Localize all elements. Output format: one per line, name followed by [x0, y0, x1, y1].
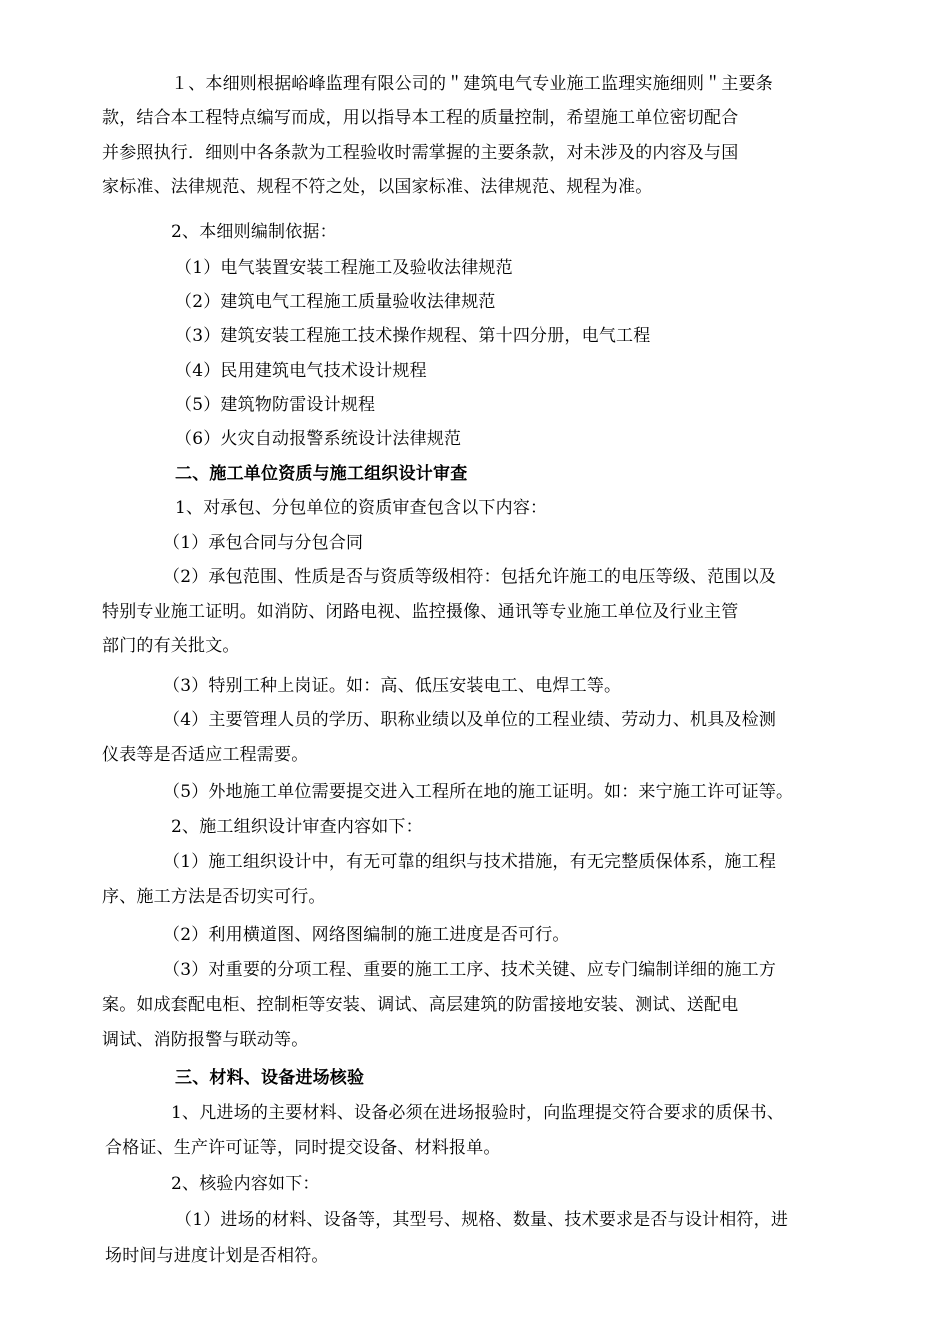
text-line: 1、凡进场的主要材料、设备必须在进场报验时，向监理提交符合要求的质保书、	[171, 1103, 785, 1123]
text-line: 并参照执行．细则中各条款为工程验收时需掌握的主要条款，对未涉及的内容及与国	[102, 143, 739, 163]
list-item: （1）进场的材料、设备等，其型号、规格、数量、技术要求是否与设计相符，进	[175, 1210, 789, 1230]
list-item: （2）建筑电气工程施工质量验收法律规范	[175, 292, 496, 312]
text-line: 家标准、法律规范、规程不符之处，以国家标准、法律规范、规程为准。	[102, 177, 653, 197]
section-heading: 二、施工单位资质与施工组织设计审查	[175, 464, 468, 484]
list-item: （6）火灾自动报警系统设计法律规范	[175, 429, 462, 449]
text-line: 1、对承包、分包单位的资质审查包含以下内容：	[175, 498, 548, 518]
list-item: （4）民用建筑电气技术设计规程	[175, 361, 427, 381]
text-line: 特别专业施工证明。如消防、闭路电视、监控摄像、通讯等专业施工单位及行业主管	[102, 602, 739, 622]
list-item: （1）承包合同与分包合同	[163, 533, 364, 553]
text-line: 仪表等是否适应工程需要。	[102, 745, 309, 765]
text-line: 2、本细则编制依据：	[171, 222, 337, 242]
list-item: （2）承包范围、性质是否与资质等级相符：包括允许施工的电压等级、范围以及	[163, 567, 777, 587]
list-item: （1）电气装置安装工程施工及验收法律规范	[175, 258, 513, 278]
list-item: （1）施工组织设计中，有无可靠的组织与技术措施，有无完整质保体系，施工程	[163, 852, 777, 872]
text-line: 款，结合本工程特点编写而成，用以指导本工程的质量控制，希望施工单位密切配合	[102, 108, 739, 128]
text-line: 序、施工方法是否切实可行。	[102, 887, 326, 907]
text-line: 调试、消防报警与联动等。	[102, 1030, 309, 1050]
text-line: 合格证、生产许可证等，同时提交设备、材料报单。	[105, 1138, 501, 1158]
list-item: （3）建筑安装工程施工技术操作规程、第十四分册，电气工程	[175, 326, 651, 346]
list-item: （5）建筑物防雷设计规程	[175, 395, 376, 415]
text-line: 案。如成套配电柜、控制柜等安装、调试、高层建筑的防雷接地安装、测试、送配电	[102, 995, 739, 1015]
list-item: （4）主要管理人员的学历、职称业绩以及单位的工程业绩、劳动力、机具及检测	[163, 710, 777, 730]
text-line: 部门的有关批文。	[102, 636, 240, 656]
text-line: 2、施工组织设计审查内容如下：	[171, 817, 423, 837]
section-heading: 三、材料、设备进场核验	[175, 1068, 365, 1088]
list-item: （3）特别工种上岗证。如：高、低压安装电工、电焊工等。	[163, 676, 622, 696]
text-line: 2、核验内容如下：	[171, 1174, 320, 1194]
list-item: （2）利用横道图、网络图编制的施工进度是否可行。	[163, 925, 570, 945]
list-item: （5）外地施工单位需要提交进入工程所在地的施工证明。如：来宁施工许可证等。	[163, 782, 794, 802]
list-item: （3）对重要的分项工程、重要的施工工序、技术关键、应专门编制详细的施工方	[163, 960, 777, 980]
text-line: １、本细则根据峪峰监理有限公司的＂建筑电气专业施工监理实施细则＂主要条	[171, 74, 773, 94]
text-line: 场时间与进度计划是否相符。	[105, 1246, 329, 1266]
